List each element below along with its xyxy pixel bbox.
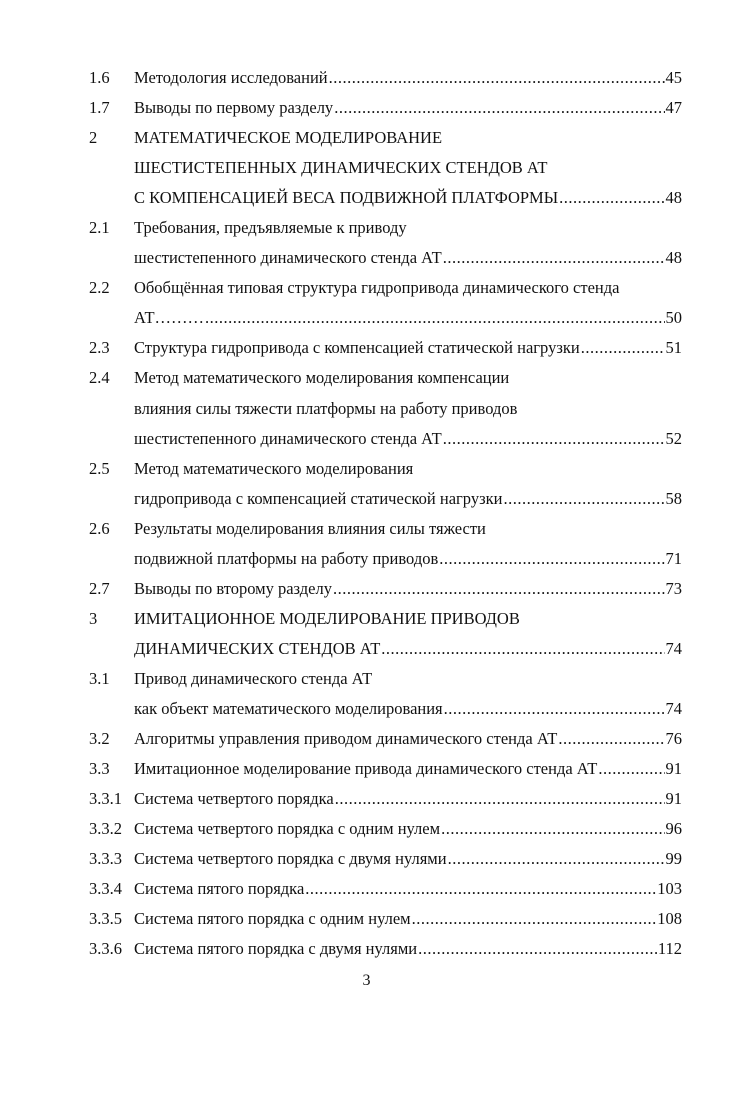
toc-entry: [0, 784, 733, 814]
toc-entry-continuation: [0, 424, 733, 454]
toc-entry-page: 48: [665, 248, 682, 268]
dot-leader: [558, 724, 664, 754]
toc-entry-title: ШЕСТИСТЕПЕННЫХ ДИНАМИЧЕСКИХ СТЕНДОВ АТ: [134, 158, 548, 178]
toc-entry: [0, 63, 733, 93]
dot-leader: [333, 574, 665, 604]
toc-entry-title: ИМИТАЦИОННОЕ МОДЕЛИРОВАНИЕ ПРИВОДОВ: [134, 608, 520, 628]
toc-entry-title: влияния силы тяжести платформы на работу приводов: [134, 398, 518, 418]
toc-entry-page: 52: [665, 428, 682, 448]
toc-entry: [0, 363, 733, 393]
toc-entry: [0, 123, 733, 153]
toc-entry-title: Система четвертого порядка с одним нулем: [134, 819, 441, 839]
toc-entry-number: 2.1: [89, 218, 110, 238]
toc-entry: [0, 213, 733, 243]
toc-entry-page: 99: [665, 849, 682, 869]
toc-entry-title: Система пятого порядка: [134, 879, 305, 899]
dot-leader: [444, 694, 665, 724]
toc-entry-title: Привод динамического стенда АТ: [134, 668, 373, 688]
toc-entry: [0, 93, 733, 123]
dot-leader: [443, 424, 665, 454]
toc-entry-title: как объект математического моделирования: [134, 698, 443, 718]
dot-leader: [443, 243, 665, 273]
toc-entry-continuation: [0, 303, 733, 333]
toc-entry-page: 73: [665, 578, 682, 598]
toc-entry: [0, 754, 733, 784]
toc-entry-page: 91: [665, 789, 682, 809]
toc-entry-page: 108: [657, 909, 682, 929]
toc-entry-page: 47: [665, 98, 682, 118]
toc-entry-page: 58: [665, 488, 682, 508]
toc-entry-page: 74: [665, 638, 682, 658]
page-number: 3: [362, 972, 371, 989]
dot-leader: [205, 303, 664, 333]
toc-entry-title: подвижной платформы на работу приводов: [134, 548, 439, 568]
toc-entry: [0, 574, 733, 604]
toc-entry-number: 3.1: [89, 668, 110, 688]
toc-entry-title: Выводы по первому разделу: [134, 98, 334, 118]
toc-entry-number: 2: [89, 128, 98, 148]
toc-entry: [0, 844, 733, 874]
toc-entry-page: 96: [665, 819, 682, 839]
toc-entry: [0, 604, 733, 634]
dot-leader: [418, 934, 657, 964]
toc-entry-page: 74: [665, 698, 682, 718]
toc-entry-continuation: [0, 394, 733, 424]
toc-entry-number: 1.6: [89, 68, 110, 87]
toc-entry-title: С КОМПЕНСАЦИЕЙ ВЕСА ПОДВИЖНОЙ ПЛАТФОРМЫ: [134, 188, 559, 208]
toc-entry-page: 91: [665, 759, 682, 779]
toc-entry-continuation: [0, 634, 733, 664]
toc-entry-continuation: [0, 243, 733, 273]
toc-entry: [0, 273, 733, 303]
toc-entry-title: АТ………: [134, 308, 205, 328]
toc-entry-continuation: [0, 484, 733, 514]
toc-entry-number: 3.3.5: [89, 909, 122, 929]
toc-entry-number: 3.3.4: [89, 879, 122, 899]
toc-entry: [0, 664, 733, 694]
toc-entry-number: 2.5: [89, 458, 110, 478]
toc-entry-title: Система четвертого порядка с двумя нулями: [134, 849, 447, 869]
toc-entry-continuation: [0, 183, 733, 213]
toc-entry: [0, 724, 733, 754]
toc-entry-title: Результаты моделирования влияния силы тяжести: [134, 518, 486, 538]
toc-entry-title: Система пятого порядка с одним нулем: [134, 909, 411, 929]
dot-leader: [381, 634, 664, 664]
toc-entry-title: Структура гидропривода с компенсацией статической нагрузки: [134, 338, 580, 358]
toc-entry-title: Выводы по второму разделу: [134, 578, 332, 598]
toc-entry-number: 1.7: [89, 98, 110, 118]
toc-entry: [0, 874, 733, 904]
dot-leader: [305, 874, 656, 904]
toc-entry: [0, 514, 733, 544]
toc-entry-page: 103: [657, 879, 682, 899]
toc-entry-page: 48: [665, 188, 682, 208]
toc-entry-page: 50: [665, 308, 682, 328]
toc-entry: [0, 333, 733, 363]
toc-entry-page: 51: [665, 338, 682, 358]
toc-entry-title: Алгоритмы управления приводом динамического стенда АТ: [134, 729, 558, 749]
toc-entry: [0, 904, 733, 934]
toc-entry-page: 76: [665, 729, 682, 749]
toc-entry-number: 2.7: [89, 578, 110, 598]
toc-entry-title: Метод математического моделирования компенсации: [134, 368, 510, 388]
toc-entry-title: Обобщённая типовая структура гидропривода динамического стенда: [134, 278, 620, 298]
toc-entry-title: ДИНАМИЧЕСКИХ СТЕНДОВ АТ: [134, 638, 381, 658]
toc-entry-title: гидропривода с компенсацией статической нагрузки: [134, 488, 503, 508]
toc-entry: [0, 814, 733, 844]
toc-entry-continuation: [0, 544, 733, 574]
toc-entry-title: Имитационное моделирование привода динамического стенда АТ: [134, 759, 598, 779]
toc-entry-title: МАТЕМАТИЧЕСКОЕ МОДЕЛИРОВАНИЕ: [134, 128, 443, 148]
toc-entry-title: Требования, предъявляемые к приводу: [134, 218, 407, 238]
dot-leader: [439, 544, 664, 574]
toc-entry-page: 71: [665, 548, 682, 568]
toc-entry-number: 3.3.1: [89, 789, 122, 809]
toc-entry-title: Метод математического моделирования: [134, 458, 414, 478]
toc-entry-number: 2.2: [89, 278, 110, 298]
toc-entry-number: 2.3: [89, 338, 110, 358]
toc-entry-title: Методология исследований: [134, 68, 328, 87]
toc-entry-continuation: [0, 153, 733, 183]
dot-leader: [329, 63, 665, 93]
toc-entry: [0, 454, 733, 484]
toc-entry-number: 2.4: [89, 368, 110, 388]
toc-entry-continuation: [0, 694, 733, 724]
toc-entry-number: 3.2: [89, 729, 110, 749]
dot-leader: [581, 333, 665, 363]
toc-entry: [0, 934, 733, 964]
dot-leader: [412, 904, 657, 934]
toc-entry-number: 2.6: [89, 518, 110, 538]
dot-leader: [503, 484, 664, 514]
toc-entry-title: Система пятого порядка с двумя нулями: [134, 939, 418, 959]
toc-entry-title: Система четвертого порядка: [134, 789, 334, 809]
toc-entry-page: 45: [665, 68, 682, 87]
toc-entry-title: шестистепенного динамического стенда АТ: [134, 248, 442, 268]
toc-entry-number: 3.3: [89, 759, 110, 779]
toc-entry-page: 112: [657, 939, 682, 959]
dot-leader: [598, 754, 664, 784]
table-of-contents: [0, 63, 733, 964]
dot-leader: [448, 844, 665, 874]
toc-entry-number: 3.3.2: [89, 819, 122, 839]
toc-entry-title: шестистепенного динамического стенда АТ: [134, 428, 442, 448]
toc-entry-number: 3.3.6: [89, 939, 122, 959]
dot-leader: [334, 93, 664, 123]
dot-leader: [335, 784, 665, 814]
dot-leader: [441, 814, 664, 844]
dot-leader: [559, 183, 664, 213]
toc-entry-number: 3.3.3: [89, 849, 122, 869]
toc-entry-number: 3: [89, 608, 98, 628]
